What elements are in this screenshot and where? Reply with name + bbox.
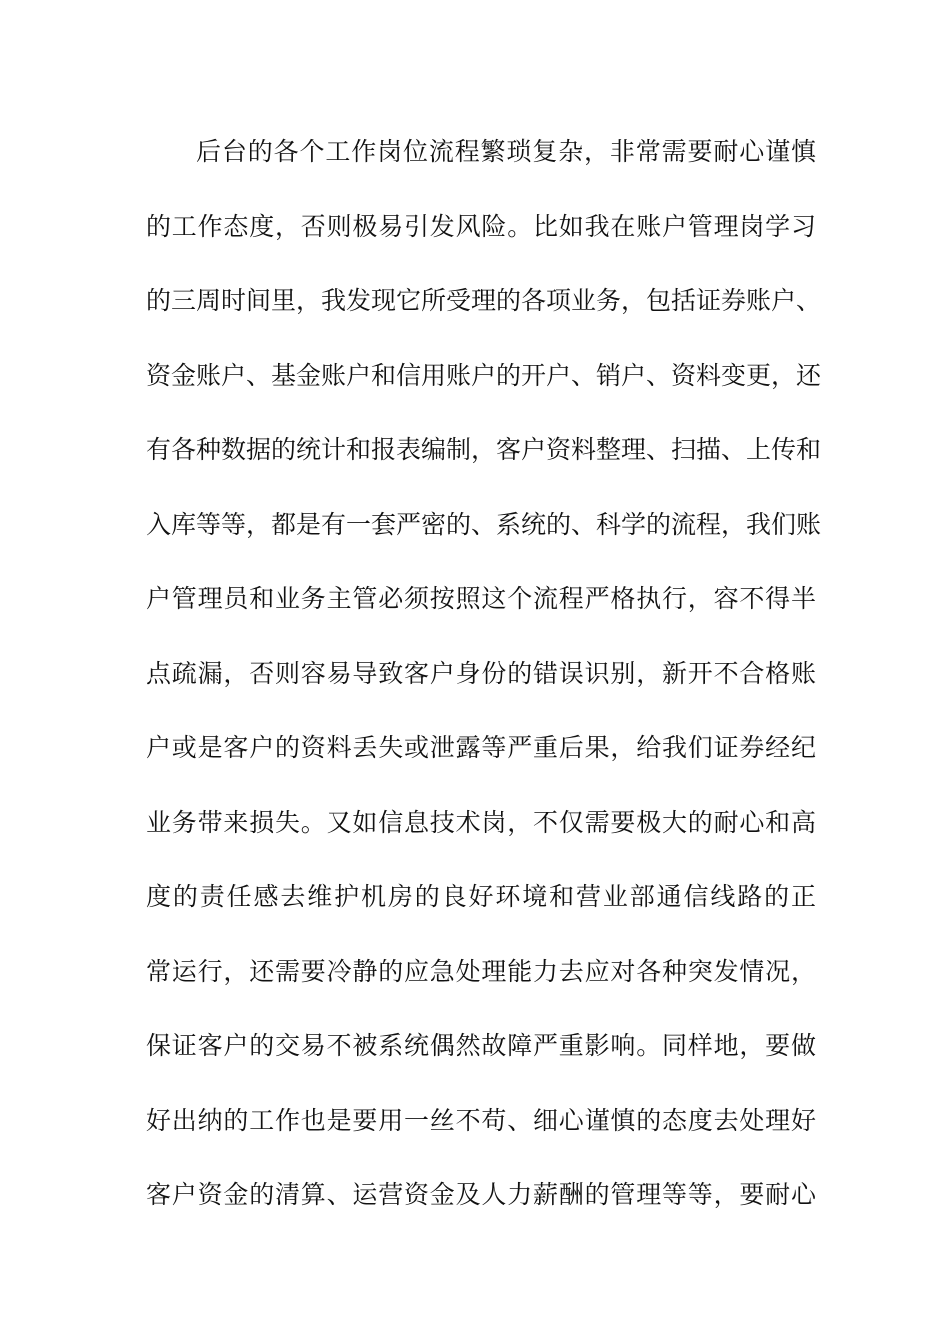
paragraph-line-8: 点疏漏，否则容易导致客户身份的错误识别，新开不合格账 <box>146 658 816 688</box>
paragraph-line-15: 客户资金的清算、运营资金及人力薪酬的管理等等，要耐心 <box>146 1180 816 1209</box>
paragraph-line-9: 户或是客户的资料丢失或泄露等严重后果，给我们证券经纪 <box>146 733 816 762</box>
body-paragraph <box>146 126 822 1244</box>
paragraph-line-12: 常运行，还需要冷静的应急处理能力去应对各种突发情况， <box>146 956 816 986</box>
paragraph-line-3: 的三周时间里，我发现它所受理的各项业务，包括证券账户、 <box>146 286 822 315</box>
paragraph-line-13: 保证客户的交易不被系统偶然故障严重影响。同样地，要做 <box>146 1031 816 1060</box>
paragraph-line-2: 的工作态度，否则极易引发风险。比如我在账户管理岗学习 <box>146 211 816 241</box>
paragraph-line-10: 业务带来损失。又如信息技术岗，不仅需要极大的耐心和高 <box>146 807 816 837</box>
paragraph-line-11: 度的责任感去维护机房的良好环境和营业部通信线路的正 <box>146 882 816 911</box>
paragraph-line-7: 户管理员和业务主管必须按照这个流程严格执行，容不得半 <box>146 584 816 613</box>
paragraph-line-4: 资金账户、基金账户和信用账户的开户、销户、资料变更，还 <box>146 360 822 390</box>
paragraph-line-5: 有各种数据的统计和报表编制，客户资料整理、扫描、上传和 <box>146 435 822 464</box>
paragraph-line-6: 入库等等，都是有一套严密的、系统的、科学的流程，我们账 <box>146 509 822 539</box>
paragraph-line-1: 后台的各个工作岗位流程繁琐复杂，非常需要耐心谨慎 <box>196 137 816 166</box>
paragraph-line-14: 好出纳的工作也是要用一丝不苟、细心谨慎的态度去处理好 <box>146 1105 816 1135</box>
